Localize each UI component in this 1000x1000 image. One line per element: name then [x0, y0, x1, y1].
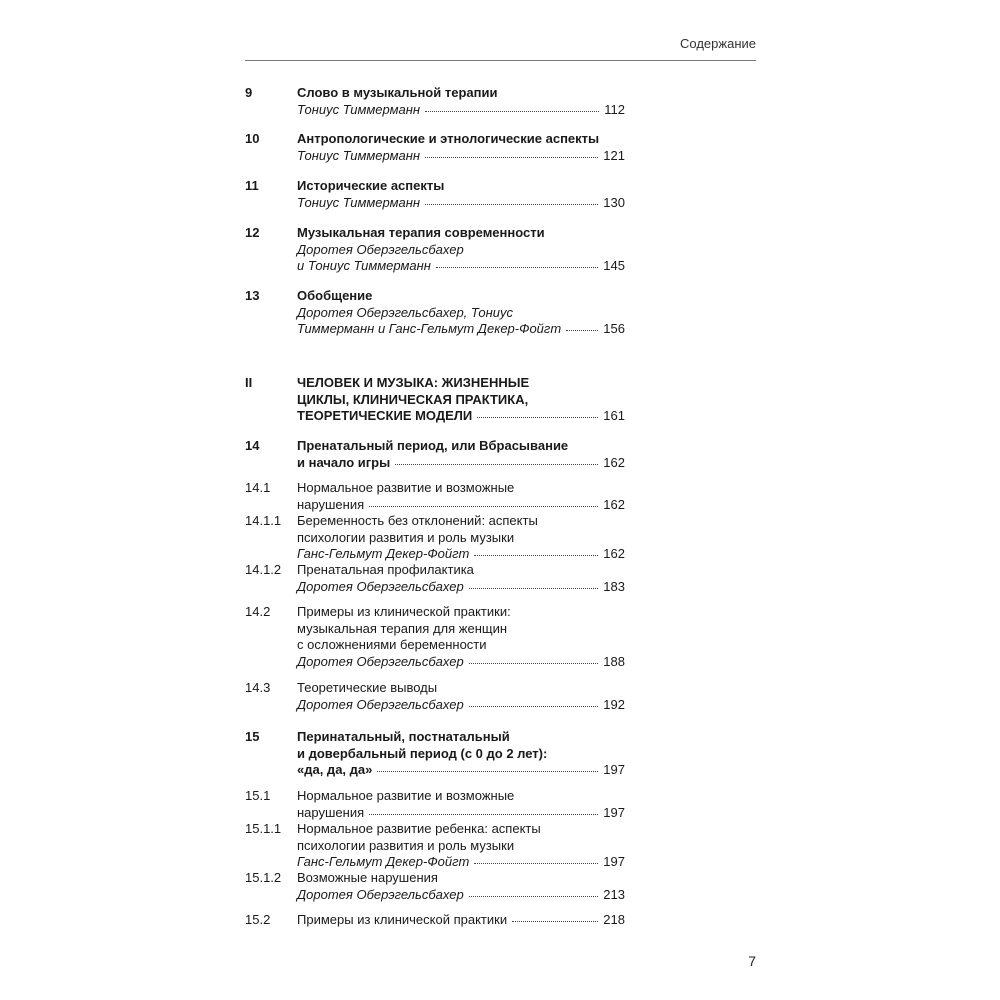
entry-number: 12 [245, 225, 260, 240]
entry-page: 162 [603, 496, 625, 512]
leader-dots [469, 588, 599, 589]
leader-dots [469, 663, 599, 664]
entry-author: Доротея Оберэгельсбахер, Тониус [297, 304, 514, 320]
entry-number: 14.1.2 [245, 562, 282, 577]
entry-page: 218 [603, 912, 625, 927]
entry-author: Доротея Оберэгельсбахер [297, 653, 464, 669]
entry-author: Ганс-Гельмут Декер-Фойгт [297, 854, 470, 869]
entry-author: Тиммерманн и Ганс-Гельмут Декер-Фойгт [297, 321, 562, 336]
entry-title: нарушения [297, 496, 365, 512]
entry-page: 197 [603, 804, 625, 820]
entry-title: Возможные нарушения [297, 870, 438, 885]
entry-title: «да, да, да» [297, 762, 373, 777]
entry-author: Ганс-Гельмут Декер-Фойгт [297, 546, 470, 561]
entry-number: 15.1 [245, 788, 271, 803]
page-number: 7 [748, 953, 756, 969]
entry-author: и Тониус Тиммерманн [297, 258, 431, 273]
entry-title: Примеры из клинической практики [297, 912, 508, 927]
entry-page: 183 [603, 578, 625, 594]
entry-page: 156 [603, 321, 625, 336]
entry-number: 9 [245, 85, 253, 100]
leader-dots [477, 417, 598, 418]
entry-title: ЧЕЛОВЕК И МУЗЫКА: ЖИЗНЕННЫЕ [297, 375, 530, 390]
entry-number: 15.1.2 [245, 870, 282, 885]
entry-title: Антропологические и этнологические аспекты [297, 131, 600, 146]
entry-title: с осложнениями беременности [297, 637, 487, 652]
entry-page: 162 [603, 546, 625, 561]
entry-title: ТЕОРЕТИЧЕСКИЕ МОДЕЛИ [297, 408, 473, 423]
entry-page: 145 [603, 258, 625, 273]
leader-dots [395, 464, 598, 465]
entry-number: 14 [245, 438, 260, 453]
entry-title: музыкальная терапия для женщин [297, 620, 508, 636]
entry-title: Пренатальный период, или Вбрасывание [297, 438, 569, 453]
entry-page: 197 [603, 854, 625, 869]
leader-dots [369, 814, 598, 815]
entry-author: Доротея Оберэгельсбахер [297, 241, 464, 257]
leader-dots [474, 863, 598, 864]
entry-title: Музыкальная терапия современности [297, 225, 545, 240]
entry-title: Перинатальный, постнатальный [297, 729, 510, 744]
entry-page: 112 [604, 101, 625, 117]
entry-page: 188 [603, 653, 625, 669]
entry-number: 13 [245, 288, 260, 303]
entry-number: 15 [245, 729, 260, 744]
entry-number: 14.3 [245, 680, 271, 695]
entry-page: 197 [603, 762, 625, 777]
entry-author: Тониус Тиммерманн [297, 101, 421, 117]
leader-dots [469, 896, 599, 897]
entry-page: 161 [603, 408, 625, 423]
entry-author: Тониус Тиммерманн [297, 147, 421, 163]
entry-number: II [245, 375, 253, 390]
leader-dots [425, 204, 598, 205]
entry-number: 14.2 [245, 604, 271, 619]
entry-title: психологии развития и роль музыки [297, 837, 515, 853]
entry-title: Пренатальная профилактика [297, 562, 474, 577]
entry-number: 15.2 [245, 912, 271, 927]
entry-author: Доротея Оберэгельсбахер [297, 696, 464, 712]
entry-page: 192 [603, 696, 625, 712]
entry-title: Нормальное развитие ребенка: аспекты [297, 821, 541, 836]
entry-page: 121 [603, 147, 625, 163]
leader-dots [469, 706, 599, 707]
leader-dots [566, 330, 598, 331]
entry-title: и начало игры [297, 454, 391, 470]
entry-title: Нормальное развитие и возможные [297, 480, 515, 495]
entry-number: 10 [245, 131, 260, 146]
entry-title: Беременность без отклонений: аспекты [297, 513, 538, 528]
leader-dots [436, 267, 598, 268]
entry-title: Примеры из клинической практики: [297, 604, 511, 619]
entry-title: Теоретические выводы [297, 680, 438, 695]
entry-author: Доротея Оберэгельсбахер [297, 578, 464, 594]
leader-dots [377, 771, 598, 772]
entry-title: ЦИКЛЫ, КЛИНИЧЕСКАЯ ПРАКТИКА, [297, 391, 529, 407]
header-rule [245, 60, 756, 61]
entry-number: 15.1.1 [245, 821, 282, 836]
entry-number: 11 [245, 178, 259, 193]
leader-dots [474, 555, 598, 556]
entry-page: 213 [603, 886, 625, 902]
leader-dots [425, 157, 598, 158]
entry-title: Обобщение [297, 288, 373, 303]
entry-title: психологии развития и роль музыки [297, 529, 515, 545]
entry-title: и довербальный период (с 0 до 2 лет): [297, 745, 548, 761]
entry-title: Слово в музыкальной терапии [297, 85, 498, 100]
leader-dots [425, 111, 599, 112]
entry-number: 14.1 [245, 480, 271, 495]
leader-dots [512, 921, 598, 922]
running-header: Содержание [680, 36, 756, 51]
entry-page: 130 [603, 194, 625, 210]
entry-title: нарушения [297, 804, 365, 820]
entry-page: 162 [603, 454, 625, 470]
entry-author: Тониус Тиммерманн [297, 194, 421, 210]
leader-dots [369, 506, 598, 507]
entry-author: Доротея Оберэгельсбахер [297, 886, 464, 902]
entry-number: 14.1.1 [245, 513, 282, 528]
entry-title: Нормальное развитие и возможные [297, 788, 515, 803]
entry-title: Исторические аспекты [297, 178, 445, 193]
